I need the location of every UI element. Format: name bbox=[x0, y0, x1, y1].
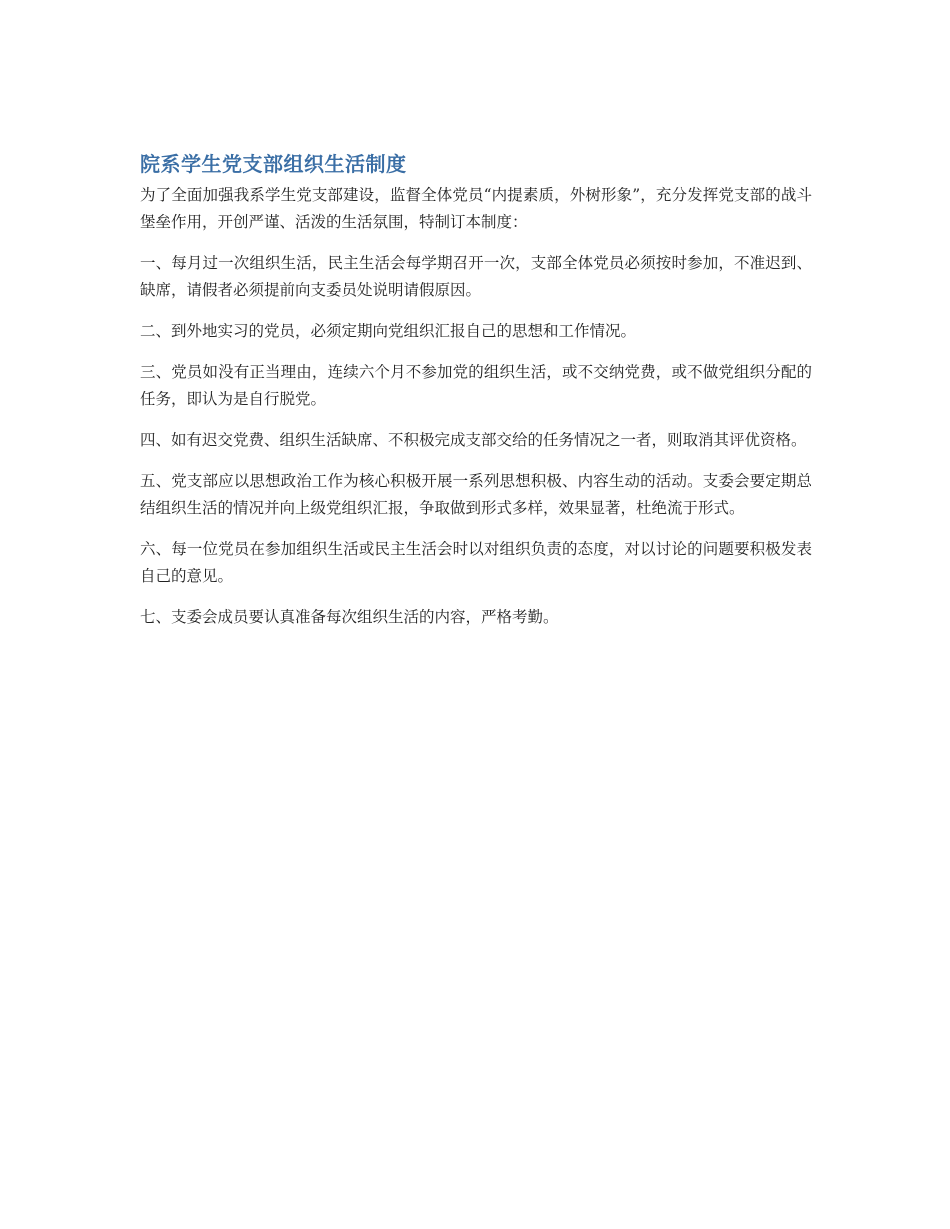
rule-item-7: 七、支委会成员要认真准备每次组织生活的内容，严格考勤。 bbox=[140, 608, 559, 626]
rule-item-2: 二、到外地实习的党员，必须定期向党组织汇报自己的思想和工作情况。 bbox=[140, 322, 637, 340]
rule-item-6: 六、每一位党员在参加组织生活或民主生活会时以对组织负责的态度，对以讨论的问题要积极发表自己的意见。 bbox=[140, 540, 812, 585]
rule-item-4: 四、如有迟交党费、组织生活缺席、不积极完成支部交给的任务情况之一者，则取消其评优资格。 bbox=[140, 431, 807, 449]
rule-item-5: 五、党支部应以思想政治工作为核心积极开展一系列思想积极、内容生动的活动。支委会要定期总结组织生活的情况并向上级党组织汇报，争取做到形式多样，效果显著，杜绝流于形式。 bbox=[140, 472, 812, 517]
rule-item-3: 三、党员如没有正当理由，连续六个月不参加党的组织生活，或不交纳党费，或不做党组织分配的任务，即认为是自行脱党。 bbox=[140, 363, 812, 408]
document-content bbox=[140, 148, 812, 631]
rule-item-1: 一、每月过一次组织生活，民主生活会每学期召开一次，支部全体党员必须按时参加，不准迟到、缺席，请假者必须提前向支委员处说明请假原因。 bbox=[140, 254, 812, 299]
document-title: 院系学生党支部组织生活制度 bbox=[140, 152, 407, 176]
intro-paragraph: 为了全面加强我系学生党支部建设，监督全体党员“内提素质，外树形象”，充分发挥党支部的战斗堡垒作用，开创严谨、活泼的生活氛围，特制订本制度： bbox=[140, 186, 812, 231]
